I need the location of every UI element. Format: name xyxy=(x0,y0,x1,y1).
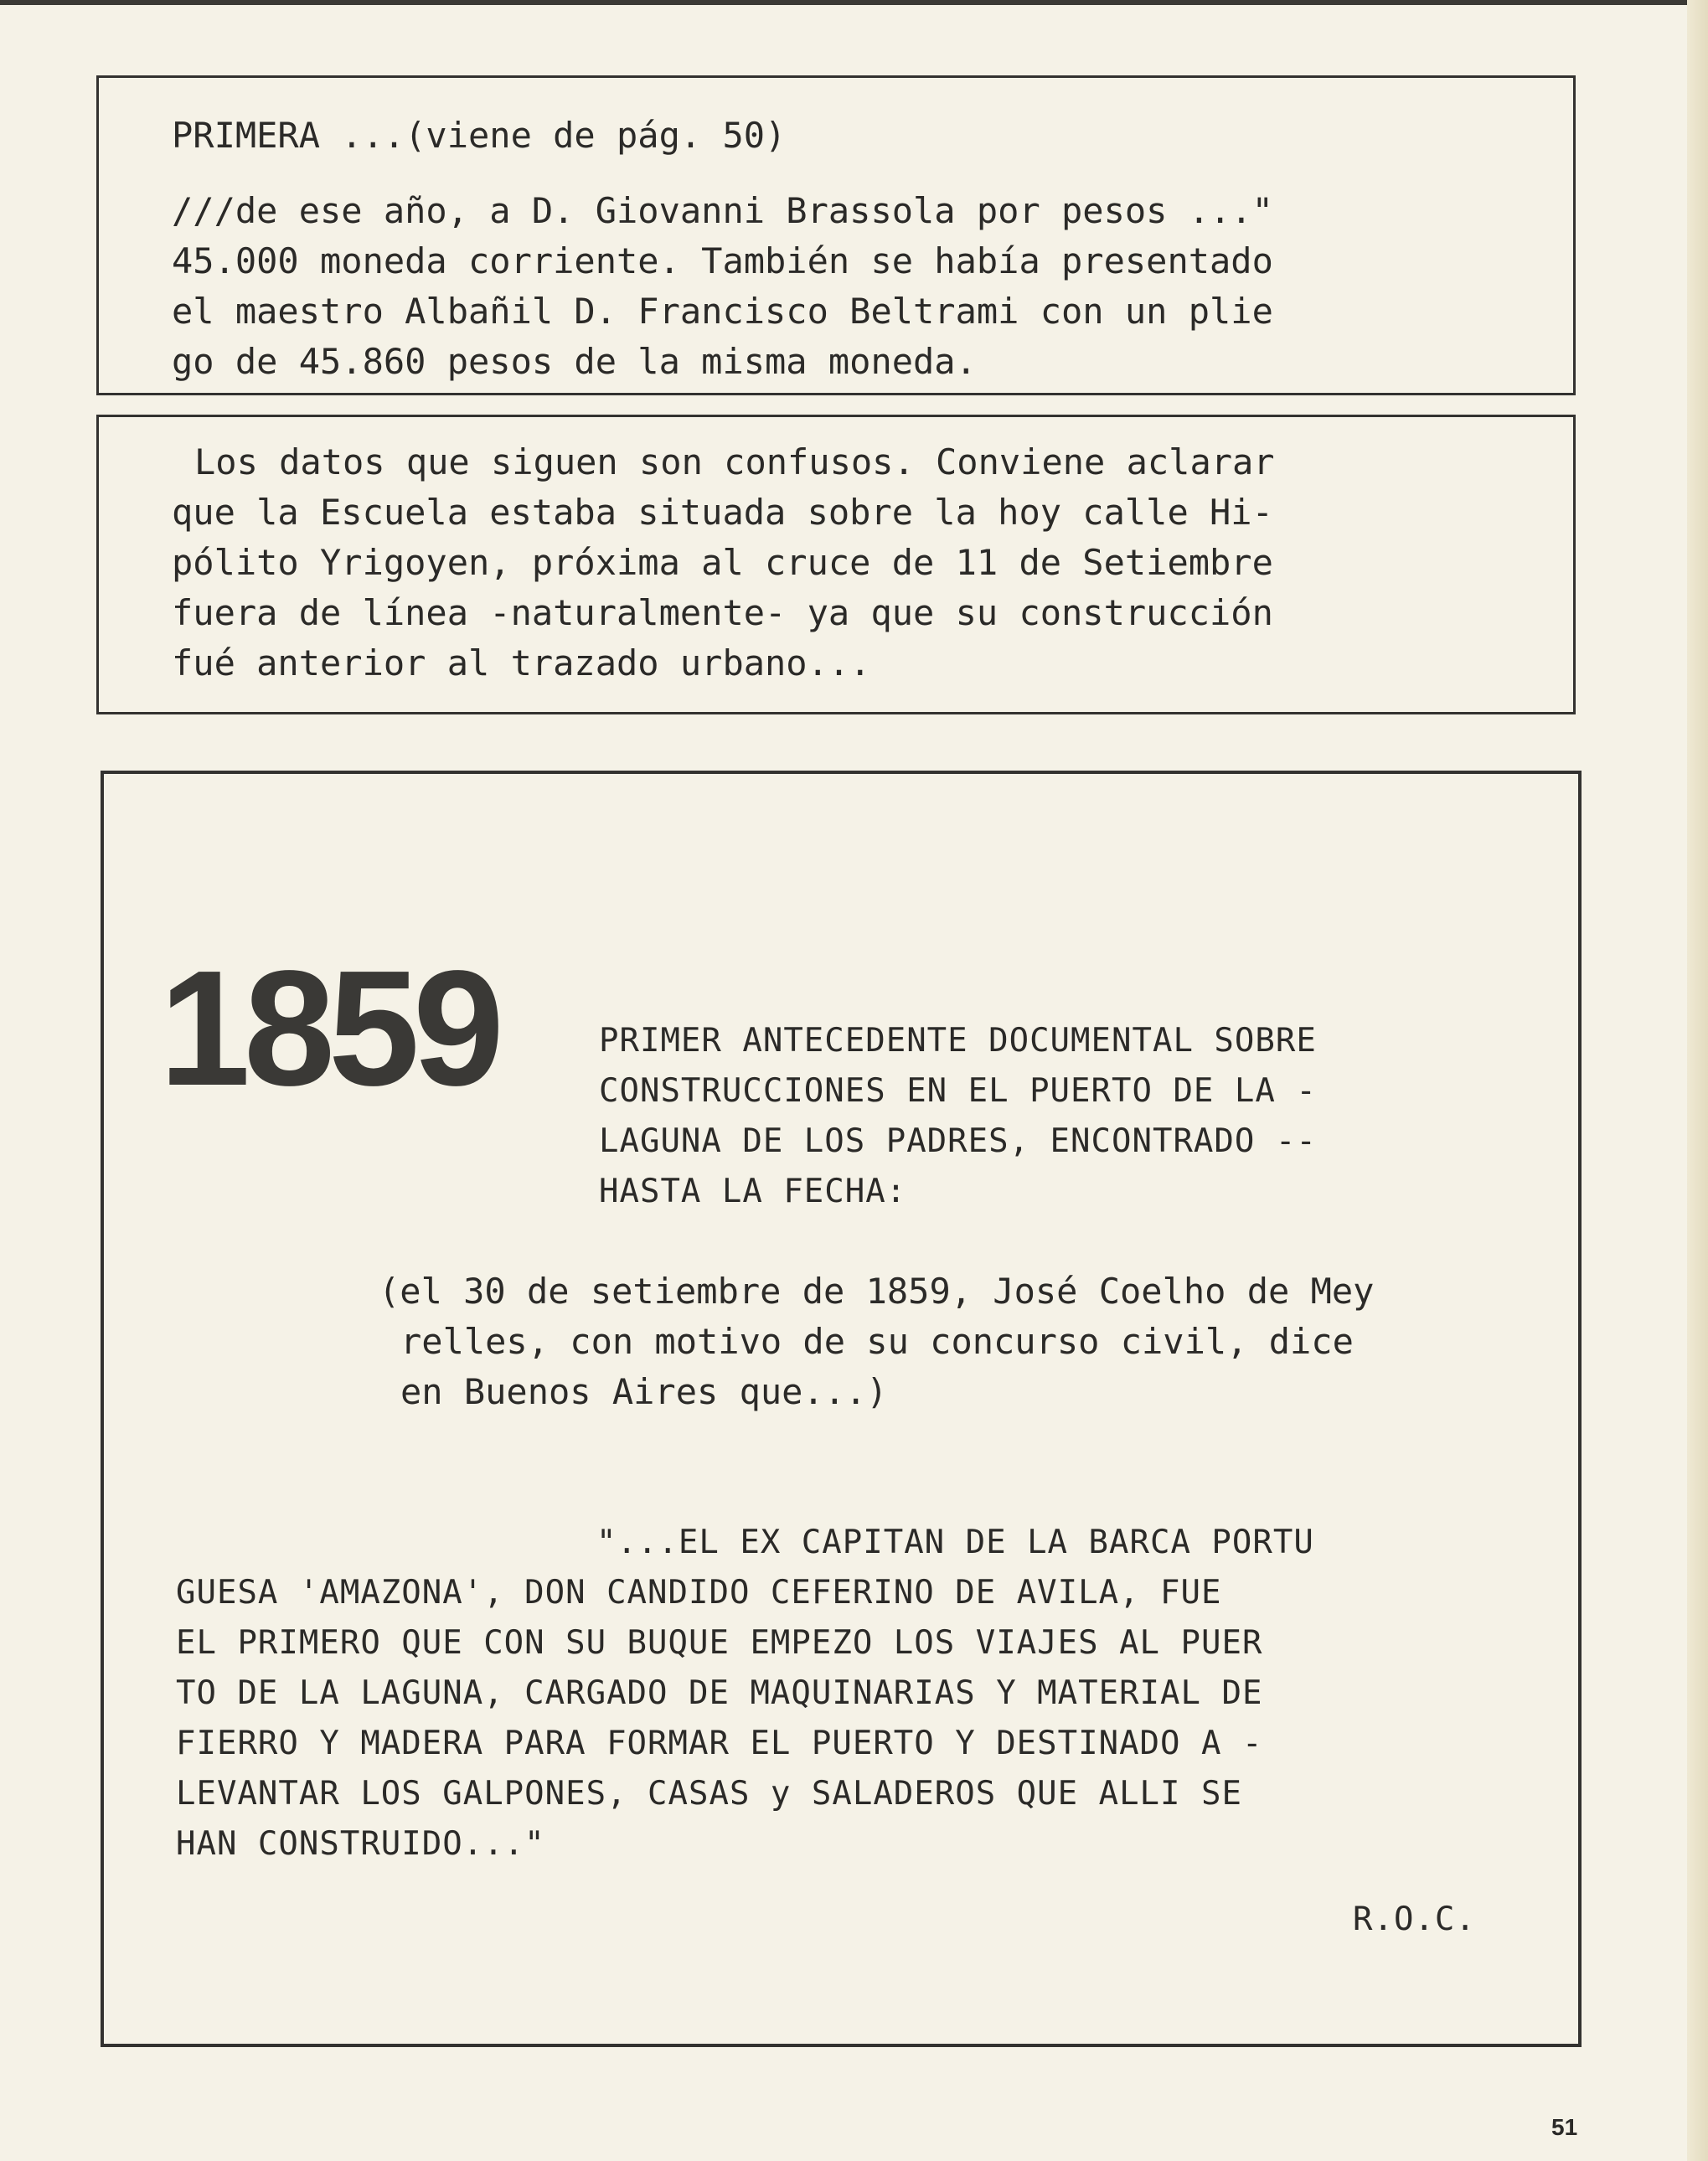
continuation-line-3: el maestro Albañil D. Francisco Beltrami con un plie xyxy=(172,291,1273,332)
quote-line-2: GUESA 'AMAZONA', DON CANDIDO CEFERINO DE AVILA, FUE xyxy=(176,1574,1222,1612)
signature: R.O.C. xyxy=(1353,1901,1476,1938)
document-title-line-1: PRIMER ANTECEDENTE DOCUMENTAL SOBRE xyxy=(599,1022,1317,1060)
page-top-edge xyxy=(0,0,1708,5)
document-title-line-3: LAGUNA DE LOS PADRES, ENCONTRADO -- xyxy=(599,1122,1317,1160)
continuation-line-2: 45.000 moneda corriente. También se había presentado xyxy=(172,240,1273,281)
continuation-line-4: go de 45.860 pesos de la misma moneda. xyxy=(172,341,977,382)
quote-line-3: EL PRIMERO QUE CON SU BUQUE EMPEZO LOS VIAJES AL PUER xyxy=(176,1624,1263,1662)
quote-line-7: HAN CONSTRUIDO..." xyxy=(176,1825,545,1863)
quote-line-1: "...EL EX CAPITAN DE LA BARCA PORTU xyxy=(596,1524,1314,1561)
year-heading: 1859 xyxy=(159,936,498,1120)
intro-line-2: relles, con motivo de su concurso civil, dice xyxy=(400,1321,1354,1362)
note-line-5: fué anterior al trazado urbano... xyxy=(172,642,871,683)
page-number: 51 xyxy=(1551,2114,1578,2140)
page-right-edge xyxy=(1687,0,1708,2161)
quote-line-5: FIERRO Y MADERA PARA FORMAR EL PUERTO Y DESTINADO A - xyxy=(176,1725,1263,1762)
quote-line-4: TO DE LA LAGUNA, CARGADO DE MAQUINARIAS Y MATERIAL DE xyxy=(176,1674,1263,1712)
document-title-line-4: HASTA LA FECHA: xyxy=(599,1173,907,1210)
document-title-line-2: CONSTRUCCIONES EN EL PUERTO DE LA - xyxy=(599,1072,1317,1110)
note-line-3: pólito Yrigoyen, próxima al cruce de 11 de Setiembre xyxy=(172,542,1273,583)
continuation-line-1: ///de ese año, a D. Giovanni Brassola por pesos ..." xyxy=(172,190,1273,231)
intro-line-3: en Buenos Aires que...) xyxy=(400,1371,888,1412)
note-line-2: que la Escuela estaba situada sobre la hoy calle Hi- xyxy=(172,492,1273,533)
note-line-1: Los datos que siguen son confusos. Conviene aclarar xyxy=(194,441,1275,482)
intro-line-1: (el 30 de setiembre de 1859, José Coelho de Mey xyxy=(379,1271,1375,1312)
continuation-heading: PRIMERA ...(viene de pág. 50) xyxy=(172,115,787,156)
quote-line-6: LEVANTAR LOS GALPONES, CASAS y SALADEROS QUE ALLI SE xyxy=(176,1775,1242,1813)
note-line-4: fuera de línea -naturalmente- ya que su construcción xyxy=(172,592,1273,633)
